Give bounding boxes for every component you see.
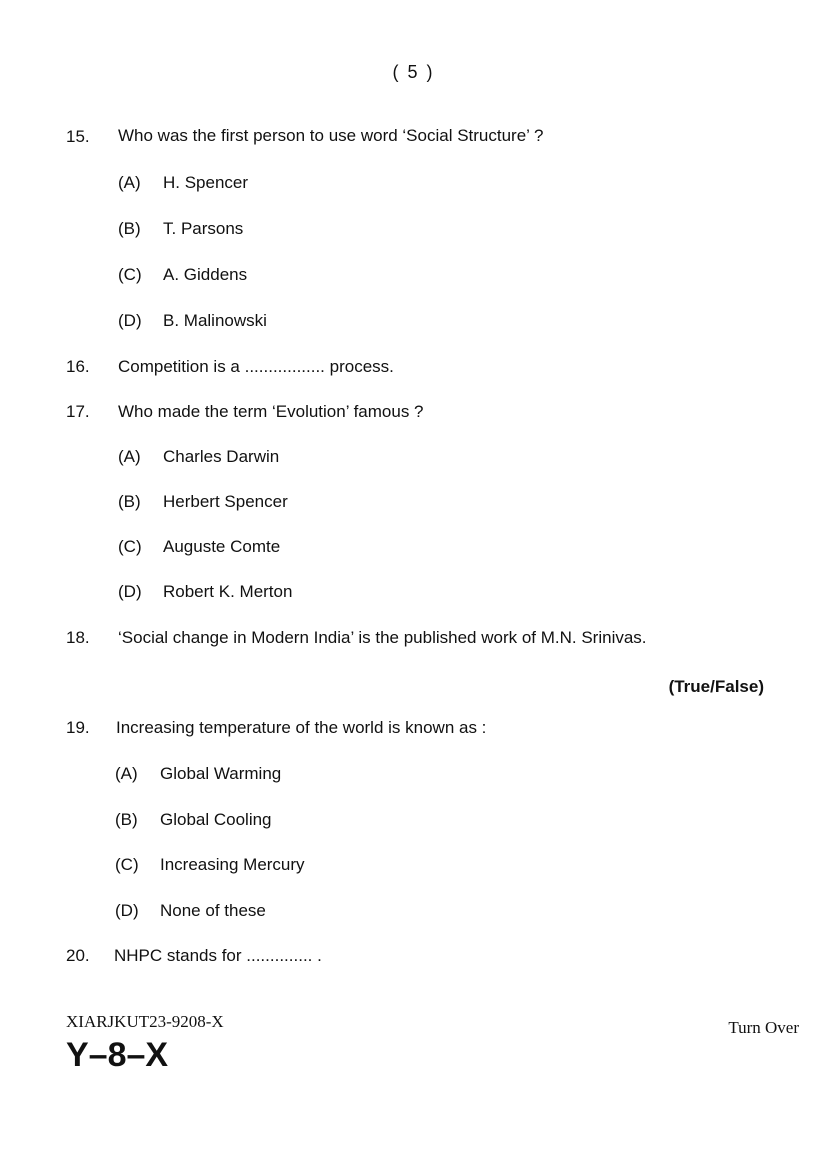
option-letter: (A) — [118, 447, 141, 466]
question-text: NHPC stands for .............. . — [114, 946, 322, 965]
option-letter: (C) — [115, 855, 139, 874]
option-text: B. Malinowski — [163, 311, 267, 330]
paper-code: XIARJKUT23-9208-X — [66, 1012, 224, 1031]
option-text: None of these — [160, 901, 266, 920]
question-number: 19. — [66, 718, 90, 737]
option-text: Charles Darwin — [163, 447, 280, 466]
question-number: 20. — [66, 946, 90, 965]
option-letter: (D) — [118, 582, 142, 601]
option-letter: (C) — [118, 537, 142, 556]
question-number: 18. — [66, 628, 90, 647]
turn-over-label: Turn Over — [728, 1018, 799, 1037]
question-number: 15. — [66, 127, 90, 146]
option-text: Global Warming — [160, 764, 282, 783]
option-letter: (C) — [118, 265, 142, 284]
option-text: Global Cooling — [160, 810, 272, 829]
question-text: ‘Social change in Modern India’ is the published work of M.N. Srinivas. — [118, 628, 647, 647]
option-letter: (B) — [118, 219, 141, 238]
option-text: Herbert Spencer — [163, 492, 288, 511]
option-letter: (B) — [115, 810, 138, 829]
option-text: Auguste Comte — [163, 537, 281, 556]
question-text: Who made the term ‘Evolution’ famous ? — [118, 402, 424, 421]
question-text: Who was the first person to use word ‘Social Structure’ ? — [118, 126, 544, 145]
option-letter: (D) — [118, 311, 142, 330]
option-letter: (A) — [115, 764, 138, 783]
question-number: 16. — [66, 357, 90, 376]
question-text: Increasing temperature of the world is known as : — [116, 718, 487, 737]
option-letter: (D) — [115, 901, 139, 920]
option-letter: (B) — [118, 492, 141, 511]
option-text: Increasing Mercury — [160, 855, 305, 874]
page-number: ( 5 ) — [392, 62, 435, 82]
option-letter: (A) — [118, 173, 141, 192]
true-false-hint: (True/False) — [668, 677, 764, 696]
option-text: H. Spencer — [163, 173, 249, 192]
series-code: Y–8–X — [66, 1036, 169, 1074]
option-text: Robert K. Merton — [163, 582, 293, 601]
option-text: T. Parsons — [163, 219, 244, 238]
question-text: Competition is a ................. process. — [118, 357, 394, 376]
question-number: 17. — [66, 402, 90, 421]
option-text: A. Giddens — [163, 265, 248, 284]
